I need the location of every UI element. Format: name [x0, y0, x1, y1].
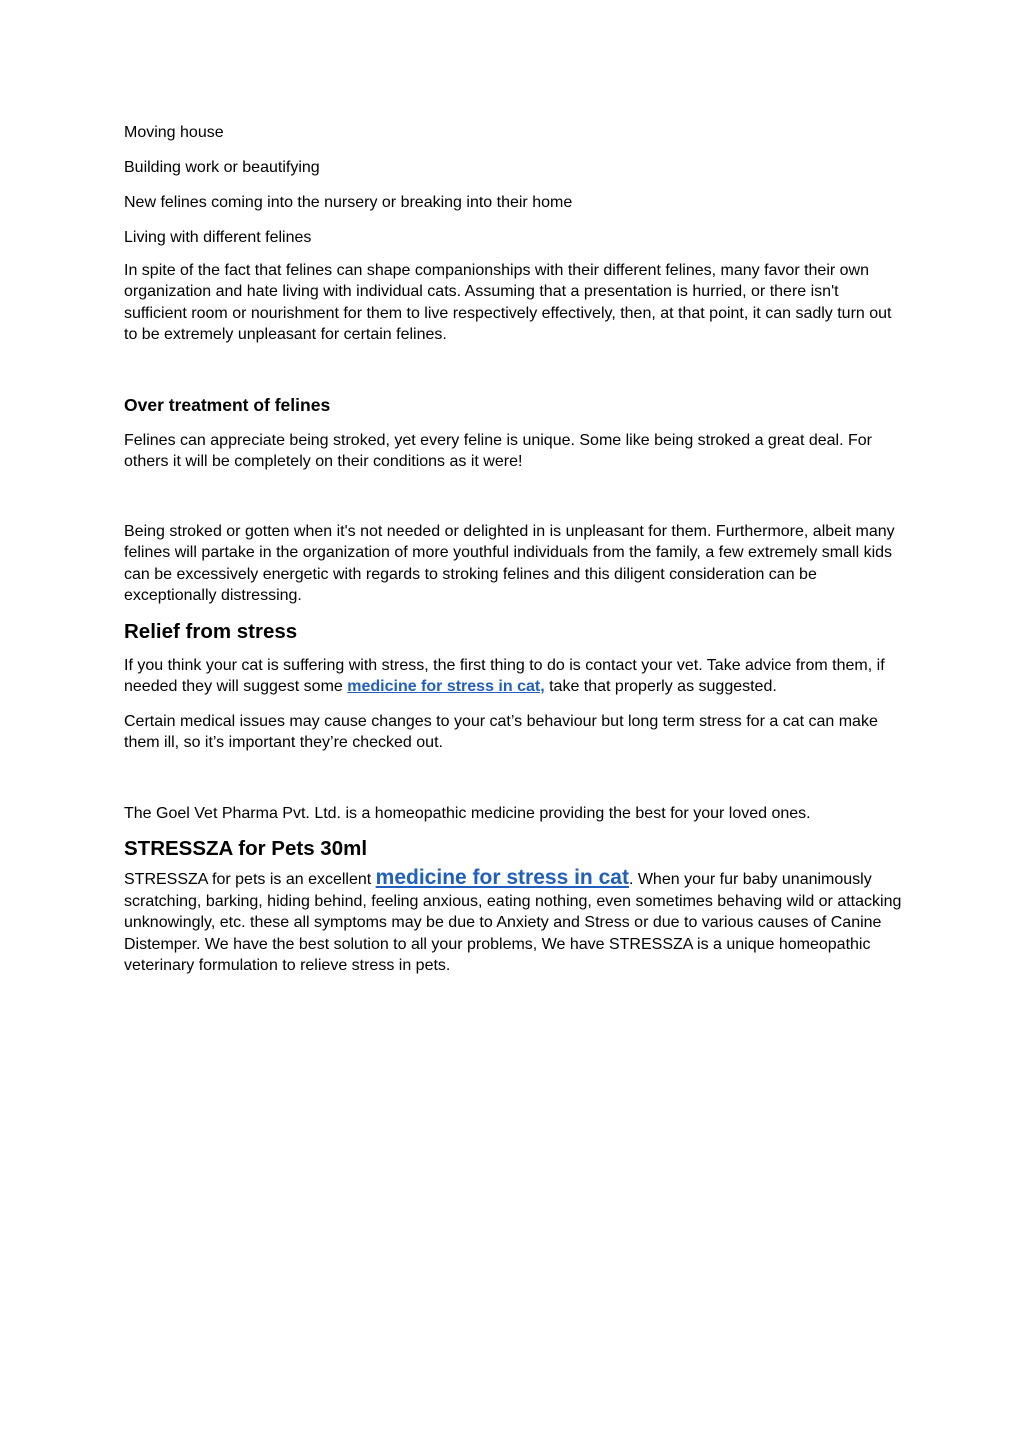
list-item-moving-house: Moving house — [124, 124, 224, 141]
over-treatment-paragraph-2: Being stroked or gotten when it's not needed or delighted in is unpleasant for them. Furthermore, albeit many felines will partake in the organization of more youthful individuals from the family, a few extremely small kids can be excessively energetic with regards to stroking felines and this diligent consideration can be exceptionally distressing. — [124, 522, 895, 604]
medicine-for-stress-link-2[interactable]: medicine for stress in cat — [375, 866, 629, 889]
stressza-paragraph-text-before: STRESSZA for pets is an excellent — [124, 871, 376, 888]
over-treatment-paragraph-1: Felines can appreciate being stroked, yet every feline is unique. Some like being stroked a great deal. For others it will be completely on their conditions as it were! — [124, 431, 872, 470]
list-item-new-felines: New felines coming into the nursery or breaking into their home — [124, 194, 573, 211]
relief-paragraph-1-text-after: take that properly as suggested. — [544, 678, 777, 695]
heading-relief-from-stress: Relief from stress — [124, 619, 298, 643]
goel-vet-pharma-paragraph: The Goel Vet Pharma Pvt. Ltd. is a homeopathic medicine providing the best for your loved ones. — [124, 804, 811, 822]
heading-over-treatment: Over treatment of felines — [124, 394, 331, 415]
intro-paragraph: In spite of the fact that felines can shape companionships with their different felines, many favor their own organization and hate living with individual cats. Assuming that a presentation is hurried, or there isn't sufficient room or nourishment for them to live respectively effectively, then, at that point, it can sadly turn out to be extremely unpleasant for certain felines. — [124, 261, 892, 343]
relief-paragraph-1 — [124, 655, 904, 698]
stressza-paragraph-text-after: . When your fur baby unanimously scratching, barking, hiding behind, feeling anxious, eating nothing, even sometimes behaving wild or attacking unknowingly, etc. these all symptoms may be due to Anxiety and Stress or due to various causes of Canine Distemper. We have the best solution to all your problems, We have STRESSZA is a unique homeopathic veterinary formulation to relieve stress in pets. — [124, 871, 902, 974]
list-item-living-with-felines: Living with different felines — [124, 229, 312, 246]
heading-stressza: STRESSZA for Pets 30ml — [124, 837, 368, 860]
list-item-building-work: Building work or beautifying — [124, 159, 320, 176]
relief-paragraph-1-text-before: If you think your cat is suffering with stress, the first thing to do is contact your vet. Take advice from them, if needed they will suggest some — [124, 656, 885, 695]
medicine-for-stress-link-1[interactable]: medicine for stress in cat, — [347, 678, 545, 695]
stressza-paragraph — [124, 867, 904, 977]
document-page — [124, 122, 904, 977]
relief-paragraph-2: Certain medical issues may cause changes to your cat’s behaviour but long term stress for a cat can make them ill, so it’s important they’re checked out. — [124, 712, 878, 751]
